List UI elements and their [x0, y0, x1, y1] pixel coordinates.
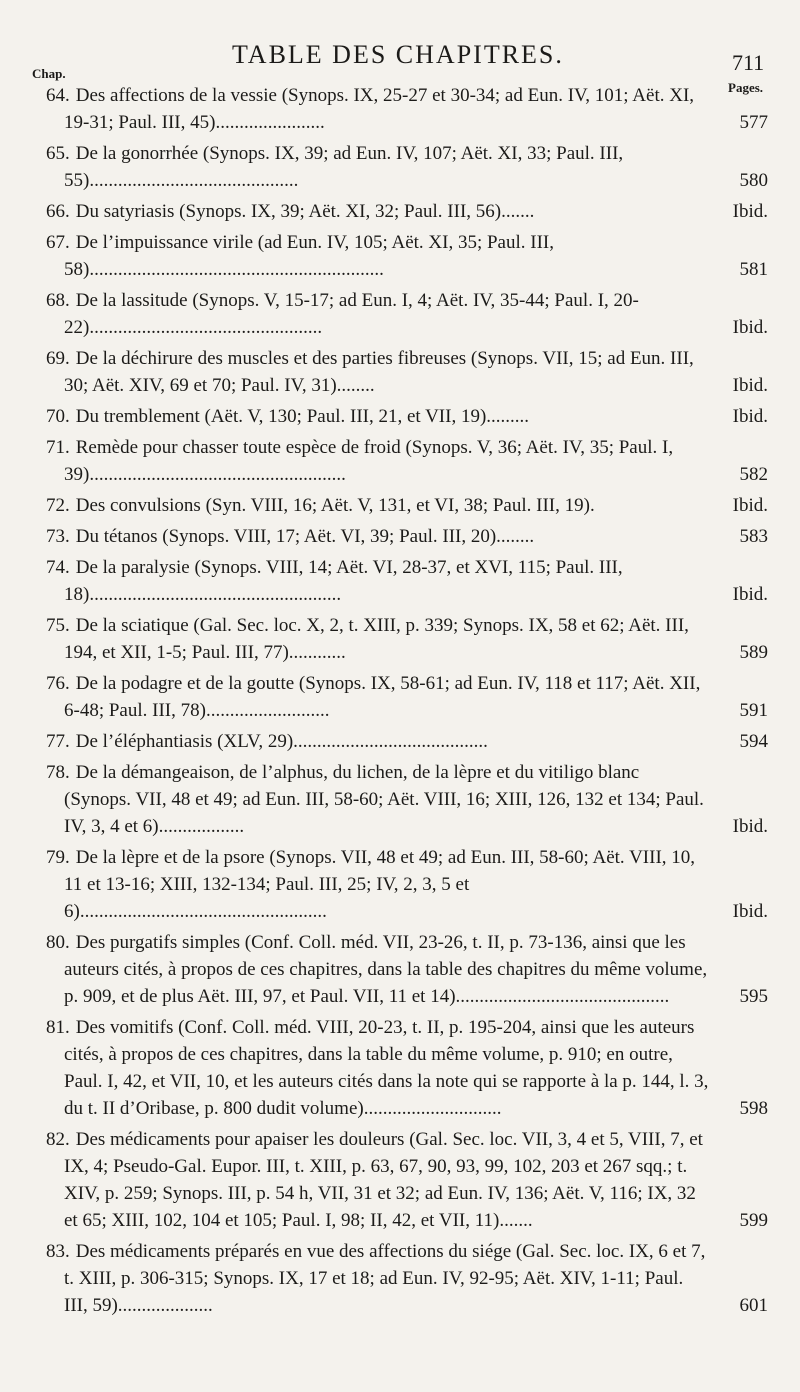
chapter-number: 75.	[46, 615, 70, 636]
toc-entry	[20, 82, 780, 136]
chapter-page: 595	[739, 986, 768, 1007]
chapter-page: 594	[739, 731, 768, 752]
toc-entry	[20, 1126, 780, 1234]
toc-entry	[20, 198, 780, 225]
chapter-number: 82.	[46, 1129, 70, 1150]
chapter-number: 76.	[46, 673, 70, 694]
chapter-title: Du tremblement (Aët. V, 130; Paul. III, 21, et VII, 19).........	[75, 406, 530, 427]
chapter-number: 72.	[46, 495, 70, 516]
chapter-number: 65.	[46, 143, 70, 164]
chapter-title: De l’impuissance virile (ad Eun. IV, 105; Aët. XI, 35; Paul. III, 58)..............................................................	[64, 232, 554, 280]
chapter-number: 71.	[46, 437, 70, 458]
chapter-number: 83.	[46, 1241, 70, 1262]
chapter-page: 598	[739, 1098, 768, 1119]
chapter-number: 77.	[46, 731, 70, 752]
chapter-number: 70.	[46, 406, 70, 427]
chapter-title: Remède pour chasser toute espèce de froid (Synops. V, 36; Aët. IV, 35; Paul. I, 39)......................................................	[64, 437, 674, 485]
chapter-number: 69.	[46, 348, 70, 369]
chapter-page: Ibid.	[732, 901, 768, 922]
toc-entry	[20, 1238, 780, 1319]
pages-column-label: Pages.	[728, 80, 764, 95]
page-number: 711	[732, 50, 765, 75]
toc-entry	[20, 929, 780, 1010]
toc-entry	[20, 1014, 780, 1122]
chapter-title: Des médicaments préparés en vue des affections du siége (Gal. Sec. loc. IX, 6 et 7, t. XIII, p. 306-315; Synops. IX, 17 et 18; ad Eun. IV, 92-95; Aët. XIV, 1-11; Paul. III, 59)....................	[64, 1241, 706, 1316]
chapter-number: 79.	[46, 847, 70, 868]
chapter-title: Du satyriasis (Synops. IX, 39; Aët. XI, 32; Paul. III, 56).......	[75, 201, 535, 222]
toc-entry	[20, 229, 780, 283]
toc-entry	[20, 844, 780, 925]
chapter-page: Ibid.	[732, 495, 768, 516]
chapter-page: Ibid.	[732, 406, 768, 427]
chapter-column-label: Chap.	[32, 66, 66, 81]
chapter-number: 80.	[46, 932, 70, 953]
chapter-number: 66.	[46, 201, 70, 222]
chapter-title: Du tétanos (Synops. VIII, 17; Aët. VI, 39; Paul. III, 20)........	[75, 526, 535, 547]
chapter-title: Des affections de la vessie (Synops. IX, 25-27 et 30-34; ad Eun. IV, 101; Aët. XI, 19-31; Paul. III, 45).......................	[64, 85, 695, 133]
chapter-number: 64.	[46, 85, 70, 106]
chapter-title: De la sciatique (Gal. Sec. loc. X, 2, t. XIII, p. 339; Synops. IX, 58 et 62; Aët. III, 194, et XII, 1-5; Paul. III, 77)............	[64, 615, 689, 663]
toc-entry	[20, 759, 780, 840]
chapter-title: Des purgatifs simples (Conf. Coll. méd. VII, 23-26, t. II, p. 73-136, ainsi que les auteurs cités, à propos de ces chapitres, dans la table des chapitres du même volume, p. 909, et de plus Aët. III, 97, et Paul. VII, 11 et 14).............................................	[64, 932, 708, 1007]
toc-entry	[20, 523, 780, 550]
chapter-number: 78.	[46, 762, 70, 783]
toc-entry	[20, 403, 780, 430]
chapter-number: 73.	[46, 526, 70, 547]
chapter-page: 577	[739, 112, 768, 133]
chapter-page: 582	[739, 464, 768, 485]
toc-entry	[20, 728, 780, 755]
chapter-page: Ibid.	[732, 317, 768, 338]
chapter-number: 81.	[46, 1017, 70, 1038]
chapter-page: Ibid.	[732, 375, 768, 396]
table-of-contents	[20, 82, 780, 1323]
chapter-number: 74.	[46, 557, 70, 578]
chapter-title: Des médicaments pour apaiser les douleurs (Gal. Sec. loc. VII, 3, 4 et 5, VIII, 7, et IX, 4; Pseudo-Gal. Eupor. III, t. XIII, p. 63, 67, 90, 93, 99, 102, 203 et 267 sqq.; t. XIV, p. 259; Synops. III, p. 54 h, VII, 31 et 32; ad Eun. IV, 136; Aët. V, 116; IX, 32 et 65; XIII, 102, 104 et 105; Paul. I, 98; II, 42, et VII, 11).......	[64, 1129, 703, 1231]
toc-entry	[20, 554, 780, 608]
chapter-number: 68.	[46, 290, 70, 311]
chapter-page: 583	[739, 526, 768, 547]
toc-entry	[20, 287, 780, 341]
chapter-title: De la gonorrhée (Synops. IX, 39; ad Eun. IV, 107; Aët. XI, 33; Paul. III, 55)............................................	[64, 143, 624, 191]
toc-entry	[20, 140, 780, 194]
chapter-title: De la paralysie (Synops. VIII, 14; Aët. VI, 28-37, et XVI, 115; Paul. III, 18).....................................................	[64, 557, 623, 605]
toc-entry	[20, 670, 780, 724]
chapter-page: 601	[739, 1295, 768, 1316]
chapter-page: 599	[739, 1210, 768, 1231]
toc-entry	[20, 434, 780, 488]
chapter-page: 591	[739, 700, 768, 721]
page-header	[0, 36, 800, 95]
page-title: TABLE DES CHAPITRES.	[232, 40, 564, 69]
chapter-title: Des vomitifs (Conf. Coll. méd. VIII, 20-23, t. II, p. 195-204, ainsi que les auteurs cités, à propos de ces chapitres, dans la table du même volume, p. 910; en outre, Paul. I, 42, et VII, 10, et les auteurs cités dans la note qui se rapporte à la p. 144, l. 3, du t. II d’Oribase, p. 800 dudit volume).............................	[64, 1017, 709, 1119]
toc-entry	[20, 612, 780, 666]
chapter-number: 67.	[46, 232, 70, 253]
chapter-page: Ibid.	[732, 816, 768, 837]
toc-entry	[20, 492, 780, 519]
chapter-title: De la podagre et de la goutte (Synops. IX, 58-61; ad Eun. IV, 118 et 117; Aët. XII, 6-48; Paul. III, 78)..........................	[64, 673, 701, 721]
chapter-page: 589	[739, 642, 768, 663]
chapter-page: Ibid.	[732, 201, 768, 222]
chapter-page: 581	[739, 259, 768, 280]
chapter-page: Ibid.	[732, 584, 768, 605]
chapter-title: Des convulsions (Syn. VIII, 16; Aët. V, 131, et VI, 38; Paul. III, 19).	[75, 495, 595, 516]
chapter-title: De la lassitude (Synops. V, 15-17; ad Eun. I, 4; Aët. IV, 35-44; Paul. I, 20-22).................................................	[64, 290, 639, 338]
toc-entry	[20, 345, 780, 399]
chapter-page: 580	[739, 170, 768, 191]
chapter-title: De la lèpre et de la psore (Synops. VII, 48 et 49; ad Eun. III, 58-60; Aët. VIII, 10, 11 et 13-16; XIII, 132-134; Paul. III, 25; IV, 2, 3, 5 et 6)....................................................	[64, 847, 696, 922]
chapter-title: De la démangeaison, de l’alphus, du lichen, de la lèpre et du vitiligo blanc (Synops. VII, 48 et 49; ad Eun. III, 58-60; Aët. VIII, 16; XIII, 126, 132 et 134; Paul. IV, 3, 4 et 6)..................	[64, 762, 704, 837]
chapter-title: De la déchirure des muscles et des parties fibreuses (Synops. VII, 15; ad Eun. III, 30; Aët. XIV, 69 et 70; Paul. IV, 31)........	[64, 348, 694, 396]
chapter-title: De l’éléphantiasis (XLV, 29).........................................	[75, 731, 488, 752]
